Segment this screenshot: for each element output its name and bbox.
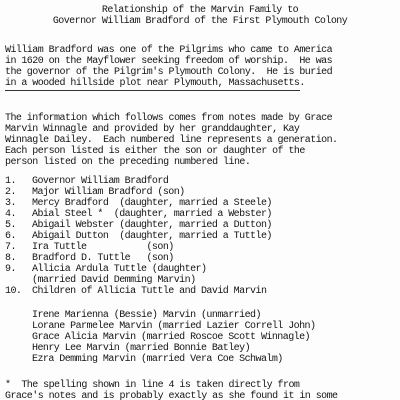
intro-line: in 1620 on the Mayflower seeking freedom of worship. He was [5, 56, 333, 67]
source-line: Each person listed is either the son or daughter of the [5, 146, 305, 157]
generation-number: 6. [5, 231, 16, 242]
generation-text: Abial Steel * (daughter, married a Webster) [32, 209, 272, 220]
source-line: The information which follows comes from notes made by Grace [5, 113, 333, 124]
footnote-line: * The spelling shown in line 4 is taken directly from [5, 380, 300, 391]
child-entry: Ezra Demming Marvin (married Vera Coe Schwalm) [32, 354, 283, 365]
child-entry: Grace Alicia Marvin (married Roscoe Scott Winnagle) [32, 332, 311, 343]
generation-text: Abigail Webster (daughter, married a Dutton) [32, 220, 272, 231]
intro-line: in a wooded hillside plot near Plymouth, Massachusetts. [5, 78, 305, 89]
child-entry: Irene Marienna (Bessie) Marvin (unmarried) [32, 310, 261, 321]
heading-line-1: Relationship of the Marvin Family to [101, 5, 299, 16]
source-line: Winnagle Dailey. Each numbered line represents a generation. [5, 135, 338, 146]
generation-text: Governor William Bradford [32, 176, 169, 187]
generation-number: 8. [5, 253, 16, 264]
footnote-line: Grace's notes and is probably exactly as she found it in some [5, 391, 338, 400]
generation-number: 7. [5, 242, 16, 253]
underline-rule [5, 90, 300, 91]
generation-text: Ira Tuttle (son) [32, 242, 174, 253]
generation-number: 1. [5, 176, 16, 187]
generation-text: (married David Demming Marvin) [32, 275, 196, 286]
child-entry: Henry Lee Marvin (married Bonnie Batley) [32, 343, 251, 354]
generation-text: Bradford D. Tuttle (son) [32, 253, 174, 264]
generation-number: 2. [5, 187, 16, 198]
generation-number: 4. [5, 209, 16, 220]
intro-line: William Bradford was one of the Pilgrims who came to America [5, 45, 333, 56]
generation-number: 3. [5, 198, 16, 209]
generation-text: Major William Bradford (son) [32, 187, 185, 198]
generation-number: 5. [5, 220, 16, 231]
generation-number: 10. [5, 286, 22, 297]
generation-text: Allicia Ardula Tuttle (daughter) [32, 264, 207, 275]
generation-text: Children of Allicia Tuttle and David Marvin [32, 286, 267, 297]
generation-text: Abigail Dutton (daughter, married a Tuttle) [32, 231, 272, 242]
intro-line: the governor of the Pilgrim's Plymouth Colony. He is buried [5, 67, 333, 78]
child-entry: Lorane Parmelee Marvin (married Lazier Correll John) [32, 321, 316, 332]
generation-number: 9. [5, 264, 16, 275]
source-line: Marvin Winnagle and provided by her granddaughter, Kay [5, 124, 300, 135]
source-line: person listed on the preceding numbered line. [5, 157, 251, 168]
heading-line-2: Governor William Bradford of the First Plymouth Colony [52, 16, 348, 27]
generation-text: Mercy Bradford (daughter, married a Steele) [32, 198, 272, 209]
